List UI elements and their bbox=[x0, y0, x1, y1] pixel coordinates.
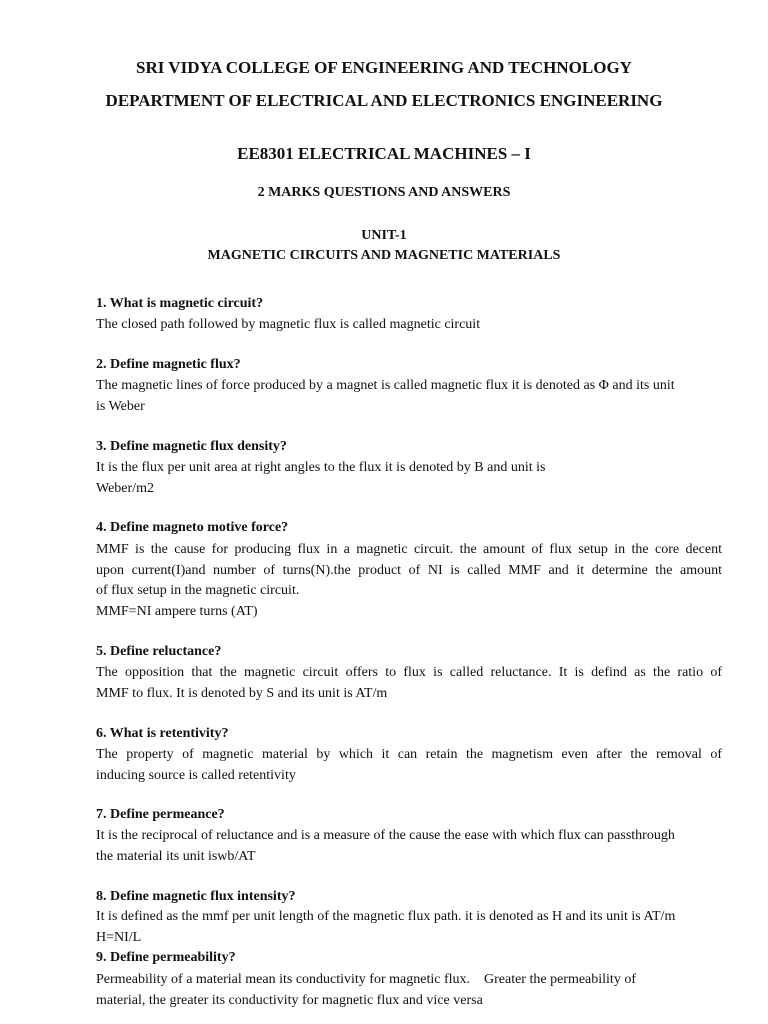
question-1: 1. What is magnetic circuit? bbox=[96, 296, 264, 311]
document-subtitle: 2 MARKS QUESTIONS AND ANSWERS bbox=[257, 185, 511, 200]
answer-line: It is the flux per unit area at right angles to the flux it is denoted by B and unit is bbox=[96, 460, 546, 475]
answer-2 bbox=[96, 376, 722, 417]
answer-line: MMF=NI ampere turns (AT) bbox=[96, 603, 258, 619]
question-6: 6. What is retentivity? bbox=[96, 726, 229, 741]
answer-line: H=NI/L bbox=[96, 929, 142, 945]
answer-line: It is defined as the mmf per unit length of the magnetic flux path. it is denoted as H and its unit is AT/m bbox=[96, 909, 676, 924]
answer-line: Weber/m2 bbox=[96, 480, 154, 496]
answer-line: MMF is the cause for producing flux in a magnetic circuit. the amount of flux setup in the core decent bbox=[96, 542, 722, 557]
answer-line: It is the reciprocal of reluctance and is a measure of the cause the ease with which flux can passthrough bbox=[96, 828, 675, 843]
answer-line: is Weber bbox=[96, 398, 145, 414]
answer-3 bbox=[96, 458, 722, 499]
question-2: 2. Define magnetic flux? bbox=[96, 357, 241, 372]
answer-5 bbox=[96, 663, 722, 704]
answer-line: Permeability of a material mean its conductivity for magnetic flux. Greater the permeability of bbox=[96, 972, 636, 987]
answer-line: inducing source is called retentivity bbox=[96, 767, 296, 783]
answer-6 bbox=[96, 745, 722, 786]
answer-line: upon current(I)and number of turns(N).the product of NI is called MMF and it determine the amount bbox=[96, 562, 722, 578]
answer-7 bbox=[96, 826, 722, 867]
answer-4 bbox=[96, 540, 722, 622]
question-7: 7. Define permeance? bbox=[96, 807, 225, 822]
answer-line: The opposition that the magnetic circuit offers to flux is called reluctance. It is defind as the ratio of bbox=[96, 665, 722, 680]
answer-line: The property of magnetic material by which it can retain the magnetism even after the removal of bbox=[96, 747, 722, 762]
answer-8 bbox=[96, 907, 722, 948]
answer-line: the material its unit iswb/AT bbox=[96, 848, 256, 864]
answer-line: of flux setup in the magnetic circuit. bbox=[96, 583, 300, 598]
answer-line: MMF to flux. It is denoted by S and its unit is AT/m bbox=[96, 685, 388, 701]
answer-line: The magnetic lines of force produced by a magnet is called magnetic flux it is denoted as Φ and its unit bbox=[96, 378, 675, 393]
college-name: SRI VIDYA COLLEGE OF ENGINEERING AND TECHNOLOGY bbox=[136, 58, 632, 77]
unit-label: UNIT-1 bbox=[361, 228, 407, 243]
question-3: 3. Define magnetic flux density? bbox=[96, 439, 287, 454]
answer-line: material, the greater its conductivity for magnetic flux and vice versa bbox=[96, 992, 483, 1008]
question-4: 4. Define magneto motive force? bbox=[96, 520, 289, 535]
answer-9 bbox=[96, 970, 722, 1011]
course-title: EE8301 ELECTRICAL MACHINES – I bbox=[237, 144, 531, 163]
question-5: 5. Define reluctance? bbox=[96, 644, 222, 659]
question-9: 9. Define permeability? bbox=[96, 950, 236, 965]
unit-title: MAGNETIC CIRCUITS AND MAGNETIC MATERIALS bbox=[207, 248, 561, 263]
answer-1 bbox=[96, 315, 722, 336]
question-8: 8. Define magnetic flux intensity? bbox=[96, 889, 296, 904]
department-name: DEPARTMENT OF ELECTRICAL AND ELECTRONICS ENGINEERING bbox=[105, 91, 663, 110]
answer-line: The closed path followed by magnetic flux is called magnetic circuit bbox=[96, 317, 481, 332]
